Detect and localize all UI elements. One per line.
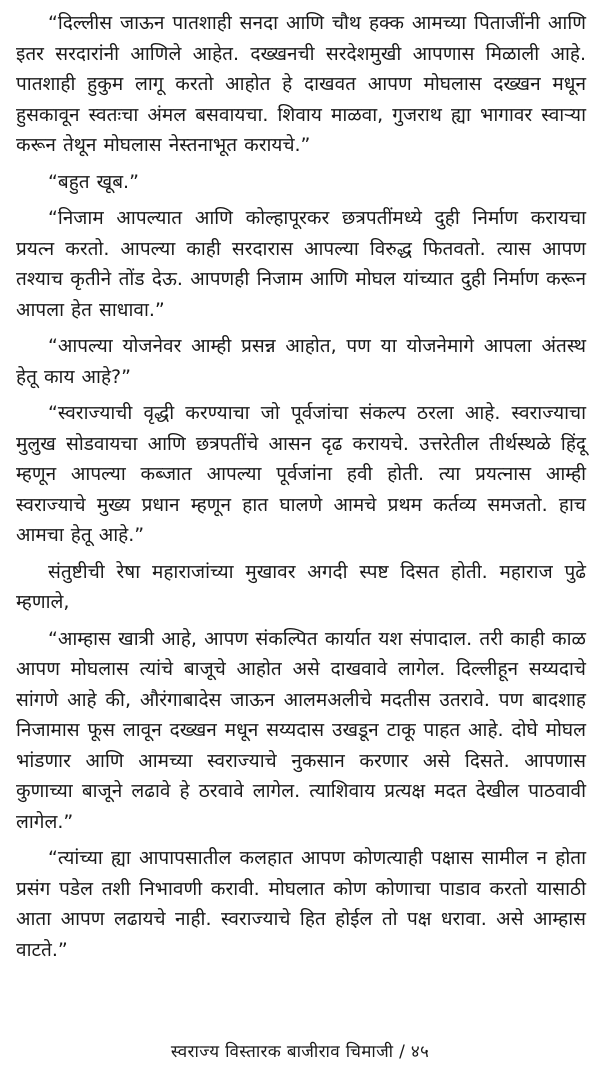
paragraph-2: “बहुत खूब.” [48, 170, 139, 193]
paragraph-5: “स्वराज्याची वृद्धी करण्याचा जो पूर्वजांचा संकल्प ठरला आहे. स्वराज्याचा मुलुख सोडवायचा आणि छत्रपतींचे आसन दृढ करायचे. उत्तरेतील तीर्थस्थळे हिंदू म्हणून आपल्या कब्जात आपल्या पूर्वजांना हवी होती. त्या प्रयत्नास आम्ही स्वराज्याचे मुख्य प्रधान म्हणून हात घालणे आमचे प्रथम कर्तव्य समजतो. हाच आमचा हेतू आहे.” [16, 402, 586, 546]
paragraph-1: “दिल्लीस जाऊन पातशाही सनदा आणि चौथ हक्क आमच्या पिताजींनी आणि इतर सरदारांनी आणिले आहेत. दख्खनची सरदेशमुखी आपणास मिळाली आहे. पातशाही हुकुम लागू करतो आहोत हे दाखवत आपण मोघलास दख्खन मधून हुसकावून स्वतःचा अंमल बसवायचा. शिवाय माळवा, गुजराथ ह्या भागावर स्वाऱ्या करून तेथून मोघलास नेस्तनाभूत करायचे.” [16, 12, 586, 156]
page-footer: स्वराज्य विस्तारक बाजीराव चिमाजी / ४५ [170, 1042, 430, 1062]
paragraph-6: संतुष्टीची रेषा महाराजांच्या मुखावर अगदी स्पष्ट दिसत होती. महाराज पुढे म्हणाले, [16, 560, 586, 613]
paragraph-7: “आम्हास खात्री आहे, आपण संकल्पित कार्यात यश संपादाल. तरी काही काळ आपण मोघलास त्यांचे बाजूचे आहोत असे दाखवावे लागेल. दिल्लीहून सय्यदाचे सांगणे आहे की, औरंगाबादेस जाऊन आलमअलीचे मदतीस उतरावे. पण बादशाह निजामास फूस लावून दख्खन मधून सय्यदास उखडून टाकू पाहत आहे. दोघे मोघल भांडणार आणि आमच्या स्वराज्याचे नुकसान करणार असे दिसते. आपणास कुणाच्या बाजूने लढावे हे ठरवावे लागेल. त्याशिवाय प्रत्यक्ष मदत देखील पाठवावी लागेल.” [16, 627, 586, 833]
paragraph-4: “आपल्या योजनेवर आम्ही प्रसन्न आहोत, पण या योजनेमागे आपला अंतस्थ हेतू काय आहे?” [16, 335, 586, 388]
page-body [16, 8, 586, 971]
paragraph-3: “निजाम आपल्यात आणि कोल्हापूरकर छत्रपतींमध्ये दुही निर्माण करायचा प्रयत्न करतो. आपल्या काही सरदारास आपल्या विरुद्ध फितवतो. त्यास आपण तश्याच कृतीने तोंड देऊ. आपणही निजाम आणि मोघल यांच्यात दुही निर्माण करून आपला हेत साधावा.” [16, 207, 586, 321]
paragraph-8: “त्यांच्या ह्या आपापसातील कलहात आपण कोणत्याही पक्षास सामील न होता प्रसंग पडेल तशी निभावणी करावी. मोघलात कोण कोणाचा पाडाव करतो यासाठी आता आपण लढायचे नाही. स्वराज्याचे हित होईल तो पक्ष धरावा. असे आम्हास वाटते.” [16, 847, 586, 961]
